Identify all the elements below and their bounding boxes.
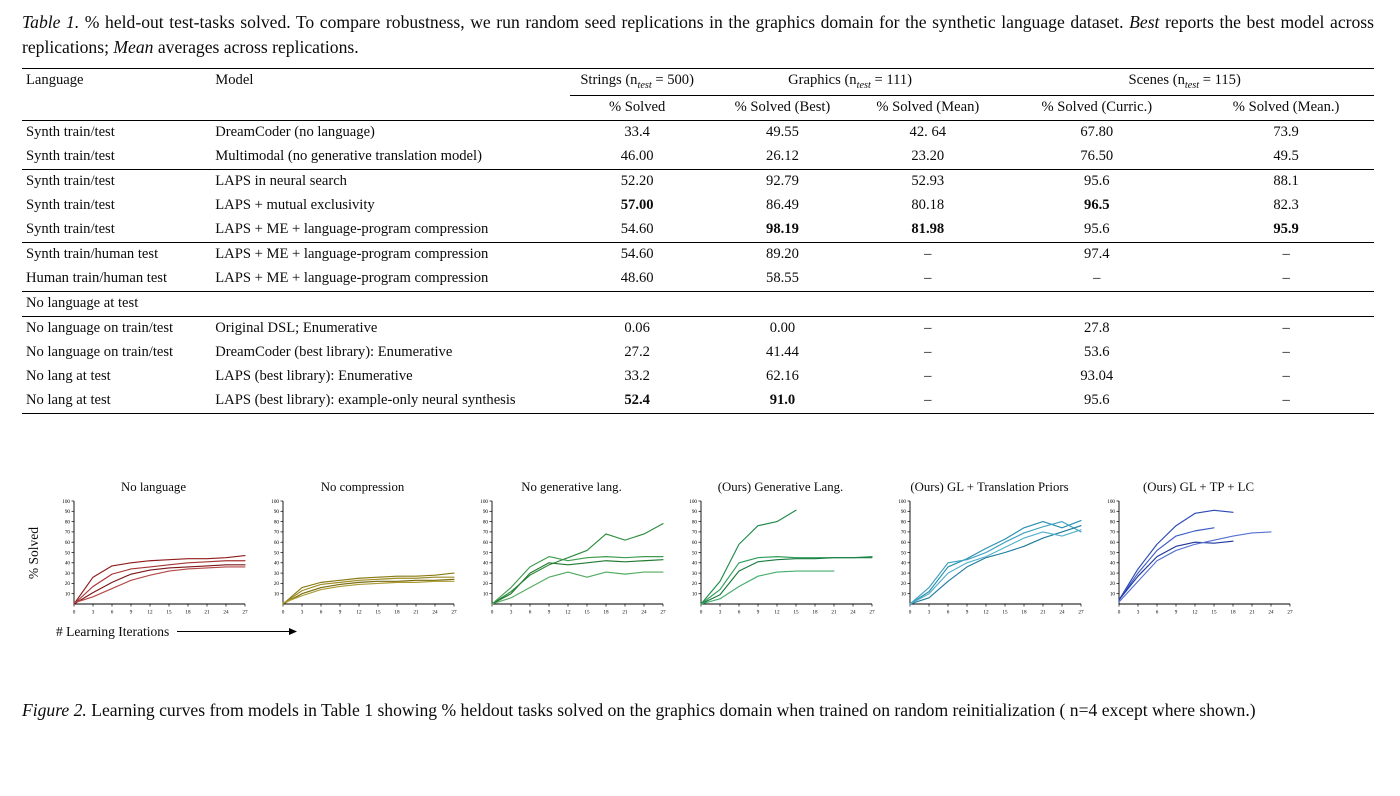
x-tick-label: 27: [1078, 609, 1084, 616]
cell-value: 46.00: [620, 148, 654, 165]
results-table: [22, 68, 1374, 414]
caption-emphasis-mean: Mean: [113, 36, 154, 57]
x-tick-label: 9: [547, 609, 551, 616]
x-tick-label: 6: [946, 609, 950, 616]
x-tick-label: 0: [1117, 609, 1121, 616]
cell-model: DreamCoder (no language): [211, 120, 569, 145]
x-tick-label: 0: [490, 609, 494, 616]
cell-value: 26.12: [766, 148, 799, 165]
col-subheader-graphics-mean: % Solved (Mean): [860, 95, 995, 120]
table-caption-label: Table 1.: [22, 12, 80, 32]
cell-language: Synth train/test: [22, 169, 211, 194]
x-tick-label: 18: [394, 609, 400, 616]
curve-series: [492, 572, 663, 604]
cell-value: 95.6: [995, 169, 1198, 194]
cell-language: No lang at test: [26, 368, 111, 385]
x-tick-label: 0: [281, 609, 285, 616]
y-tick-label: 40: [482, 560, 488, 567]
x-tick-label: 6: [319, 609, 323, 616]
x-tick-label: 18: [603, 609, 609, 616]
figure-caption: [22, 698, 1374, 723]
cell-value: 41.44: [766, 344, 799, 361]
cell-model: LAPS + ME + language-program compression: [215, 221, 489, 238]
y-tick-label: 80: [64, 519, 70, 526]
y-tick-label: 80: [691, 519, 697, 526]
cell-value: 54.60: [620, 221, 654, 238]
curve-series: [910, 526, 1081, 604]
x-tick-label: 12: [774, 609, 780, 616]
y-tick-label: 60: [691, 539, 697, 546]
cell-value: –: [924, 270, 932, 287]
y-tick-label: 60: [273, 539, 279, 546]
learning-curve-chart: [474, 480, 669, 618]
x-tick-label: 3: [509, 609, 513, 616]
x-tick-label: 9: [1174, 609, 1178, 616]
x-tick-label: 24: [641, 609, 647, 616]
y-tick-label: 50: [691, 550, 697, 557]
x-tick-label: 21: [413, 609, 419, 616]
cell-value: 95.6: [1084, 221, 1110, 238]
x-tick-label: 0: [699, 609, 703, 616]
caption-emphasis-best: Best: [1129, 12, 1160, 32]
cell-value: 97.4: [995, 242, 1198, 267]
cell-value: 73.9: [1198, 120, 1374, 145]
table-reference: 1: [364, 699, 374, 720]
x-tick-label: 21: [622, 609, 628, 616]
chart-canvas: [474, 496, 669, 618]
curve-series: [74, 565, 245, 604]
chart-canvas: [56, 496, 251, 618]
x-tick-label: 3: [300, 609, 304, 616]
x-tick-label: 27: [660, 609, 666, 616]
cell-value: 92.79: [705, 169, 860, 194]
cell-value: 52.93: [860, 169, 995, 194]
x-tick-label: 6: [528, 609, 532, 616]
figure-caption-label: Figure 2.: [22, 699, 87, 720]
y-tick-label: 90: [691, 508, 697, 515]
cell-value: 52.4: [624, 392, 650, 409]
y-tick-label: 80: [900, 519, 906, 526]
table-row: [22, 218, 1374, 243]
y-tick-label: 40: [273, 560, 279, 567]
y-tick-label: 70: [64, 529, 70, 536]
x-tick-label: 9: [338, 609, 342, 616]
x-tick-label: 15: [166, 609, 172, 616]
y-tick-label: 50: [273, 550, 279, 557]
x-tick-label: 21: [1040, 609, 1046, 616]
y-tick-label: 10: [273, 591, 279, 598]
group-header-strings: Strings $(n_{test} = 500)$: [570, 68, 705, 95]
chart-title: (Ours) Generative Lang.: [717, 479, 844, 494]
y-tick-label: 50: [64, 550, 70, 557]
curve-series: [74, 567, 245, 603]
x-tick-label: 9: [129, 609, 133, 616]
table-row: [22, 242, 1374, 267]
y-tick-label: 100: [271, 498, 279, 505]
y-tick-label: 30: [1109, 570, 1115, 577]
x-tick-label: 0: [72, 609, 76, 616]
x-tick-label: 27: [451, 609, 457, 616]
cell-model: Original DSL; Enumerative: [211, 316, 569, 341]
y-tick-label: 60: [900, 539, 906, 546]
cell-model: LAPS + ME + language-program compression: [215, 270, 489, 287]
cell-value: 23.20: [911, 148, 945, 165]
x-tick-label: 18: [1021, 609, 1027, 616]
cell-value: 96.5: [1084, 197, 1110, 214]
cell-value: –: [1198, 316, 1374, 341]
cell-value: 67.80: [995, 120, 1198, 145]
curve-series: [910, 530, 1081, 604]
cell-value: 27.2: [624, 344, 650, 361]
cell-value: 82.3: [1273, 197, 1299, 214]
x-tick-label: 21: [831, 609, 837, 616]
cell-value: 42. 64: [860, 120, 995, 145]
y-tick-label: 90: [900, 508, 906, 515]
curve-series: [1119, 510, 1233, 600]
col-subheader-graphics-best: % Solved (Best): [705, 95, 860, 120]
table-row: [22, 194, 1374, 218]
chart-canvas: [683, 496, 878, 618]
chart-canvas: [1101, 496, 1296, 618]
cell-value: 98.19: [766, 221, 799, 238]
group-header-row: [22, 68, 1374, 95]
x-tick-label: 6: [737, 609, 741, 616]
y-tick-label: 100: [689, 498, 697, 505]
cell-value: –: [1093, 270, 1101, 287]
x-axis-label: # Learning Iterations: [56, 623, 170, 639]
col-header-model: Model: [211, 68, 569, 120]
cell-value: 53.6: [1084, 344, 1110, 361]
y-tick-label: 90: [482, 508, 488, 515]
cell-language: No language on train/test: [22, 316, 211, 341]
cell-value: –: [860, 316, 995, 341]
x-tick-label: 9: [756, 609, 760, 616]
y-tick-label: 30: [273, 570, 279, 577]
y-tick-label: 30: [64, 570, 70, 577]
group-header-scenes: Scenes $(n_{test} = 115)$: [995, 68, 1374, 95]
y-tick-label: 70: [273, 529, 279, 536]
caption-segment: showing % heldout tasks solved on the graphics domain when trained on random reinitialization ( n=4 except where shown.): [373, 699, 1256, 720]
y-tick-label: 20: [64, 581, 70, 588]
learning-curve-chart: [683, 480, 878, 618]
group-header-graphics: Graphics $(n_{test} = 111)$: [705, 68, 996, 95]
y-tick-label: 60: [482, 539, 488, 546]
y-tick-label: 40: [1109, 560, 1115, 567]
x-tick-label: 6: [1155, 609, 1159, 616]
x-tick-label: 18: [185, 609, 191, 616]
y-tick-label: 80: [273, 519, 279, 526]
caption-segment: reports the best model across replications;: [22, 12, 1374, 57]
caption-segment: % held-out test-tasks solved. To compare robustness, we run random seed replications in the graphics domain for the synthetic language dataset.: [79, 12, 1130, 32]
x-tick-label: 24: [1268, 609, 1274, 616]
curve-series: [283, 581, 454, 603]
x-tick-label: 18: [812, 609, 818, 616]
cell-value: 33.2: [624, 368, 650, 385]
cell-model: DreamCoder (best library): Enumerative: [215, 344, 453, 361]
y-tick-label: 100: [62, 498, 70, 505]
cell-language: No lang at test: [26, 392, 111, 409]
curve-series: [1119, 528, 1214, 600]
col-subheader-scenes-curric: % Solved (Curric.): [995, 95, 1198, 120]
y-tick-label: 20: [482, 581, 488, 588]
cell-model: LAPS in neural search: [211, 169, 569, 194]
cell-model: Multimodal (no generative translation model): [215, 148, 482, 165]
x-tick-label: 3: [91, 609, 95, 616]
y-tick-label: 40: [64, 560, 70, 567]
x-tick-label: 6: [110, 609, 114, 616]
x-tick-label: 12: [356, 609, 362, 616]
x-tick-label: 3: [718, 609, 722, 616]
cell-value: –: [924, 344, 932, 361]
col-subheader-scenes-mean: % Solved (Mean.): [1198, 95, 1374, 120]
chart-title: No language: [120, 479, 187, 494]
cell-value: 33.4: [570, 120, 705, 145]
table-section-header: No language at test: [22, 291, 1374, 316]
cell-language: Synth train/test: [26, 148, 115, 165]
table-caption: [22, 10, 1374, 60]
y-tick-label: 50: [1109, 550, 1115, 557]
chart-canvas: [892, 496, 1087, 618]
cell-value: 89.20: [705, 242, 860, 267]
y-axis-label: % Solved: [26, 526, 41, 579]
y-tick-label: 90: [273, 508, 279, 515]
cell-value: 88.1: [1198, 169, 1374, 194]
x-tick-label: 27: [869, 609, 875, 616]
y-tick-label: 10: [691, 591, 697, 598]
y-tick-label: 100: [1107, 498, 1115, 505]
curve-series: [283, 579, 454, 604]
x-tick-label: 27: [1287, 609, 1293, 616]
x-tick-label: 21: [204, 609, 210, 616]
y-tick-label: 30: [482, 570, 488, 577]
y-tick-label: 20: [691, 581, 697, 588]
table-row: [22, 120, 1374, 145]
right-arrow-icon: [177, 627, 297, 636]
x-tick-label: 24: [1059, 609, 1065, 616]
cell-value: 86.49: [766, 197, 799, 214]
cell-value: 58.55: [766, 270, 799, 287]
cell-model: LAPS + ME + language-program compression: [211, 242, 569, 267]
x-tick-label: 24: [432, 609, 438, 616]
caption-segment: averages across replications.: [153, 36, 359, 57]
y-tick-label: 20: [1109, 581, 1115, 588]
x-tick-label: 9: [965, 609, 969, 616]
learning-curve-chart: [265, 480, 460, 618]
cell-model: LAPS + mutual exclusivity: [215, 197, 375, 214]
cell-value: 93.04: [1080, 368, 1114, 385]
cell-model: LAPS (best library): example-only neural synthesis: [215, 392, 516, 409]
caption-segment: Learning curves from models in Table: [86, 699, 365, 720]
y-tick-label: 70: [691, 529, 697, 536]
table-row: [22, 316, 1374, 341]
cell-value: 95.9: [1273, 221, 1299, 238]
cell-value: –: [1282, 270, 1290, 287]
y-tick-label: 70: [482, 529, 488, 536]
cell-value: 54.60: [570, 242, 705, 267]
figure-2: [26, 480, 1374, 640]
x-tick-label: 24: [850, 609, 856, 616]
curve-series: [701, 556, 872, 603]
x-tick-label: 18: [1230, 609, 1236, 616]
chart-title: (Ours) GL + Translation Priors: [910, 479, 1069, 494]
x-tick-label: 3: [927, 609, 931, 616]
chart-title: No generative lang.: [521, 479, 622, 494]
cell-value: –: [924, 368, 932, 385]
y-tick-label: 90: [64, 508, 70, 515]
y-tick-label: 70: [900, 529, 906, 536]
cell-language: No language on train/test: [26, 344, 174, 361]
table-row: [22, 365, 1374, 389]
y-tick-label: 60: [64, 539, 70, 546]
cell-language: Synth train/test: [26, 221, 115, 238]
y-tick-label: 40: [900, 560, 906, 567]
cell-value: 52.20: [570, 169, 705, 194]
y-tick-label: 100: [480, 498, 488, 505]
learning-curve-chart: [1101, 480, 1296, 618]
y-tick-label: 20: [900, 581, 906, 588]
cell-value: 76.50: [1080, 148, 1114, 165]
cell-language: Synth train/test: [26, 197, 115, 214]
x-tick-label: 12: [565, 609, 571, 616]
cell-value: 27.8: [995, 316, 1198, 341]
cell-value: –: [1282, 344, 1290, 361]
cell-value: –: [860, 242, 995, 267]
y-tick-label: 10: [482, 591, 488, 598]
table-row: [22, 341, 1374, 365]
y-tick-label: 30: [691, 570, 697, 577]
x-tick-label: 15: [1002, 609, 1008, 616]
y-tick-label: 80: [482, 519, 488, 526]
y-tick-label: 10: [900, 591, 906, 598]
table-row: [22, 389, 1374, 414]
cell-value: 62.16: [766, 368, 799, 385]
x-tick-label: 3: [1136, 609, 1140, 616]
curve-series: [492, 560, 663, 604]
cell-value: 49.55: [705, 120, 860, 145]
y-tick-label: 100: [898, 498, 906, 505]
col-subheader-strings-solved: % Solved: [570, 95, 705, 120]
y-tick-label: 90: [1109, 508, 1115, 515]
x-tick-label: 12: [1192, 609, 1198, 616]
learning-curve-chart: [892, 480, 1087, 618]
x-tick-label: 12: [983, 609, 989, 616]
curve-series: [74, 555, 245, 603]
cell-value: 95.6: [1084, 392, 1110, 409]
cell-value: 0.06: [570, 316, 705, 341]
cell-value: 81.98: [911, 221, 945, 238]
x-tick-label: 24: [223, 609, 229, 616]
cell-language: Human train/human test: [26, 270, 168, 287]
y-tick-label: 50: [482, 550, 488, 557]
cell-model: LAPS (best library): Enumerative: [215, 368, 413, 385]
x-tick-label: 15: [1211, 609, 1217, 616]
cell-value: –: [1198, 242, 1374, 267]
cell-value: 48.60: [620, 270, 654, 287]
cell-value: 57.00: [620, 197, 654, 214]
chart-title: No compression: [320, 479, 405, 494]
cell-value: 91.0: [769, 392, 796, 409]
cell-value: 0.00: [705, 316, 860, 341]
x-tick-label: 15: [793, 609, 799, 616]
cell-value: 80.18: [911, 197, 945, 214]
y-tick-label: 40: [691, 560, 697, 567]
cell-language: Synth train/test: [22, 120, 211, 145]
y-tick-label: 10: [1109, 591, 1115, 598]
x-tick-label: 0: [908, 609, 912, 616]
x-tick-label: 12: [147, 609, 153, 616]
table-row: [22, 169, 1374, 194]
chart-canvas: [265, 496, 460, 618]
y-tick-label: 10: [64, 591, 70, 598]
cell-value: –: [1282, 392, 1290, 409]
chart-title: (Ours) GL + TP + LC: [1143, 479, 1254, 494]
table-row: [22, 267, 1374, 292]
y-tick-label: 60: [1109, 539, 1115, 546]
x-tick-label: 15: [375, 609, 381, 616]
y-tick-label: 30: [900, 570, 906, 577]
x-tick-label: 27: [242, 609, 248, 616]
y-tick-label: 80: [1109, 519, 1115, 526]
col-header-language: Language: [22, 68, 211, 120]
x-tick-label: 21: [1249, 609, 1255, 616]
table-row: [22, 145, 1374, 170]
y-tick-label: 70: [1109, 529, 1115, 536]
cell-value: –: [924, 392, 932, 409]
cell-language: Synth train/human test: [22, 242, 211, 267]
x-tick-label: 15: [584, 609, 590, 616]
cell-value: –: [1282, 368, 1290, 385]
cell-value: 49.5: [1273, 148, 1299, 165]
table-section-header-row: [22, 291, 1374, 316]
y-tick-label: 20: [273, 581, 279, 588]
learning-curve-chart: [56, 480, 251, 618]
y-tick-label: 50: [900, 550, 906, 557]
